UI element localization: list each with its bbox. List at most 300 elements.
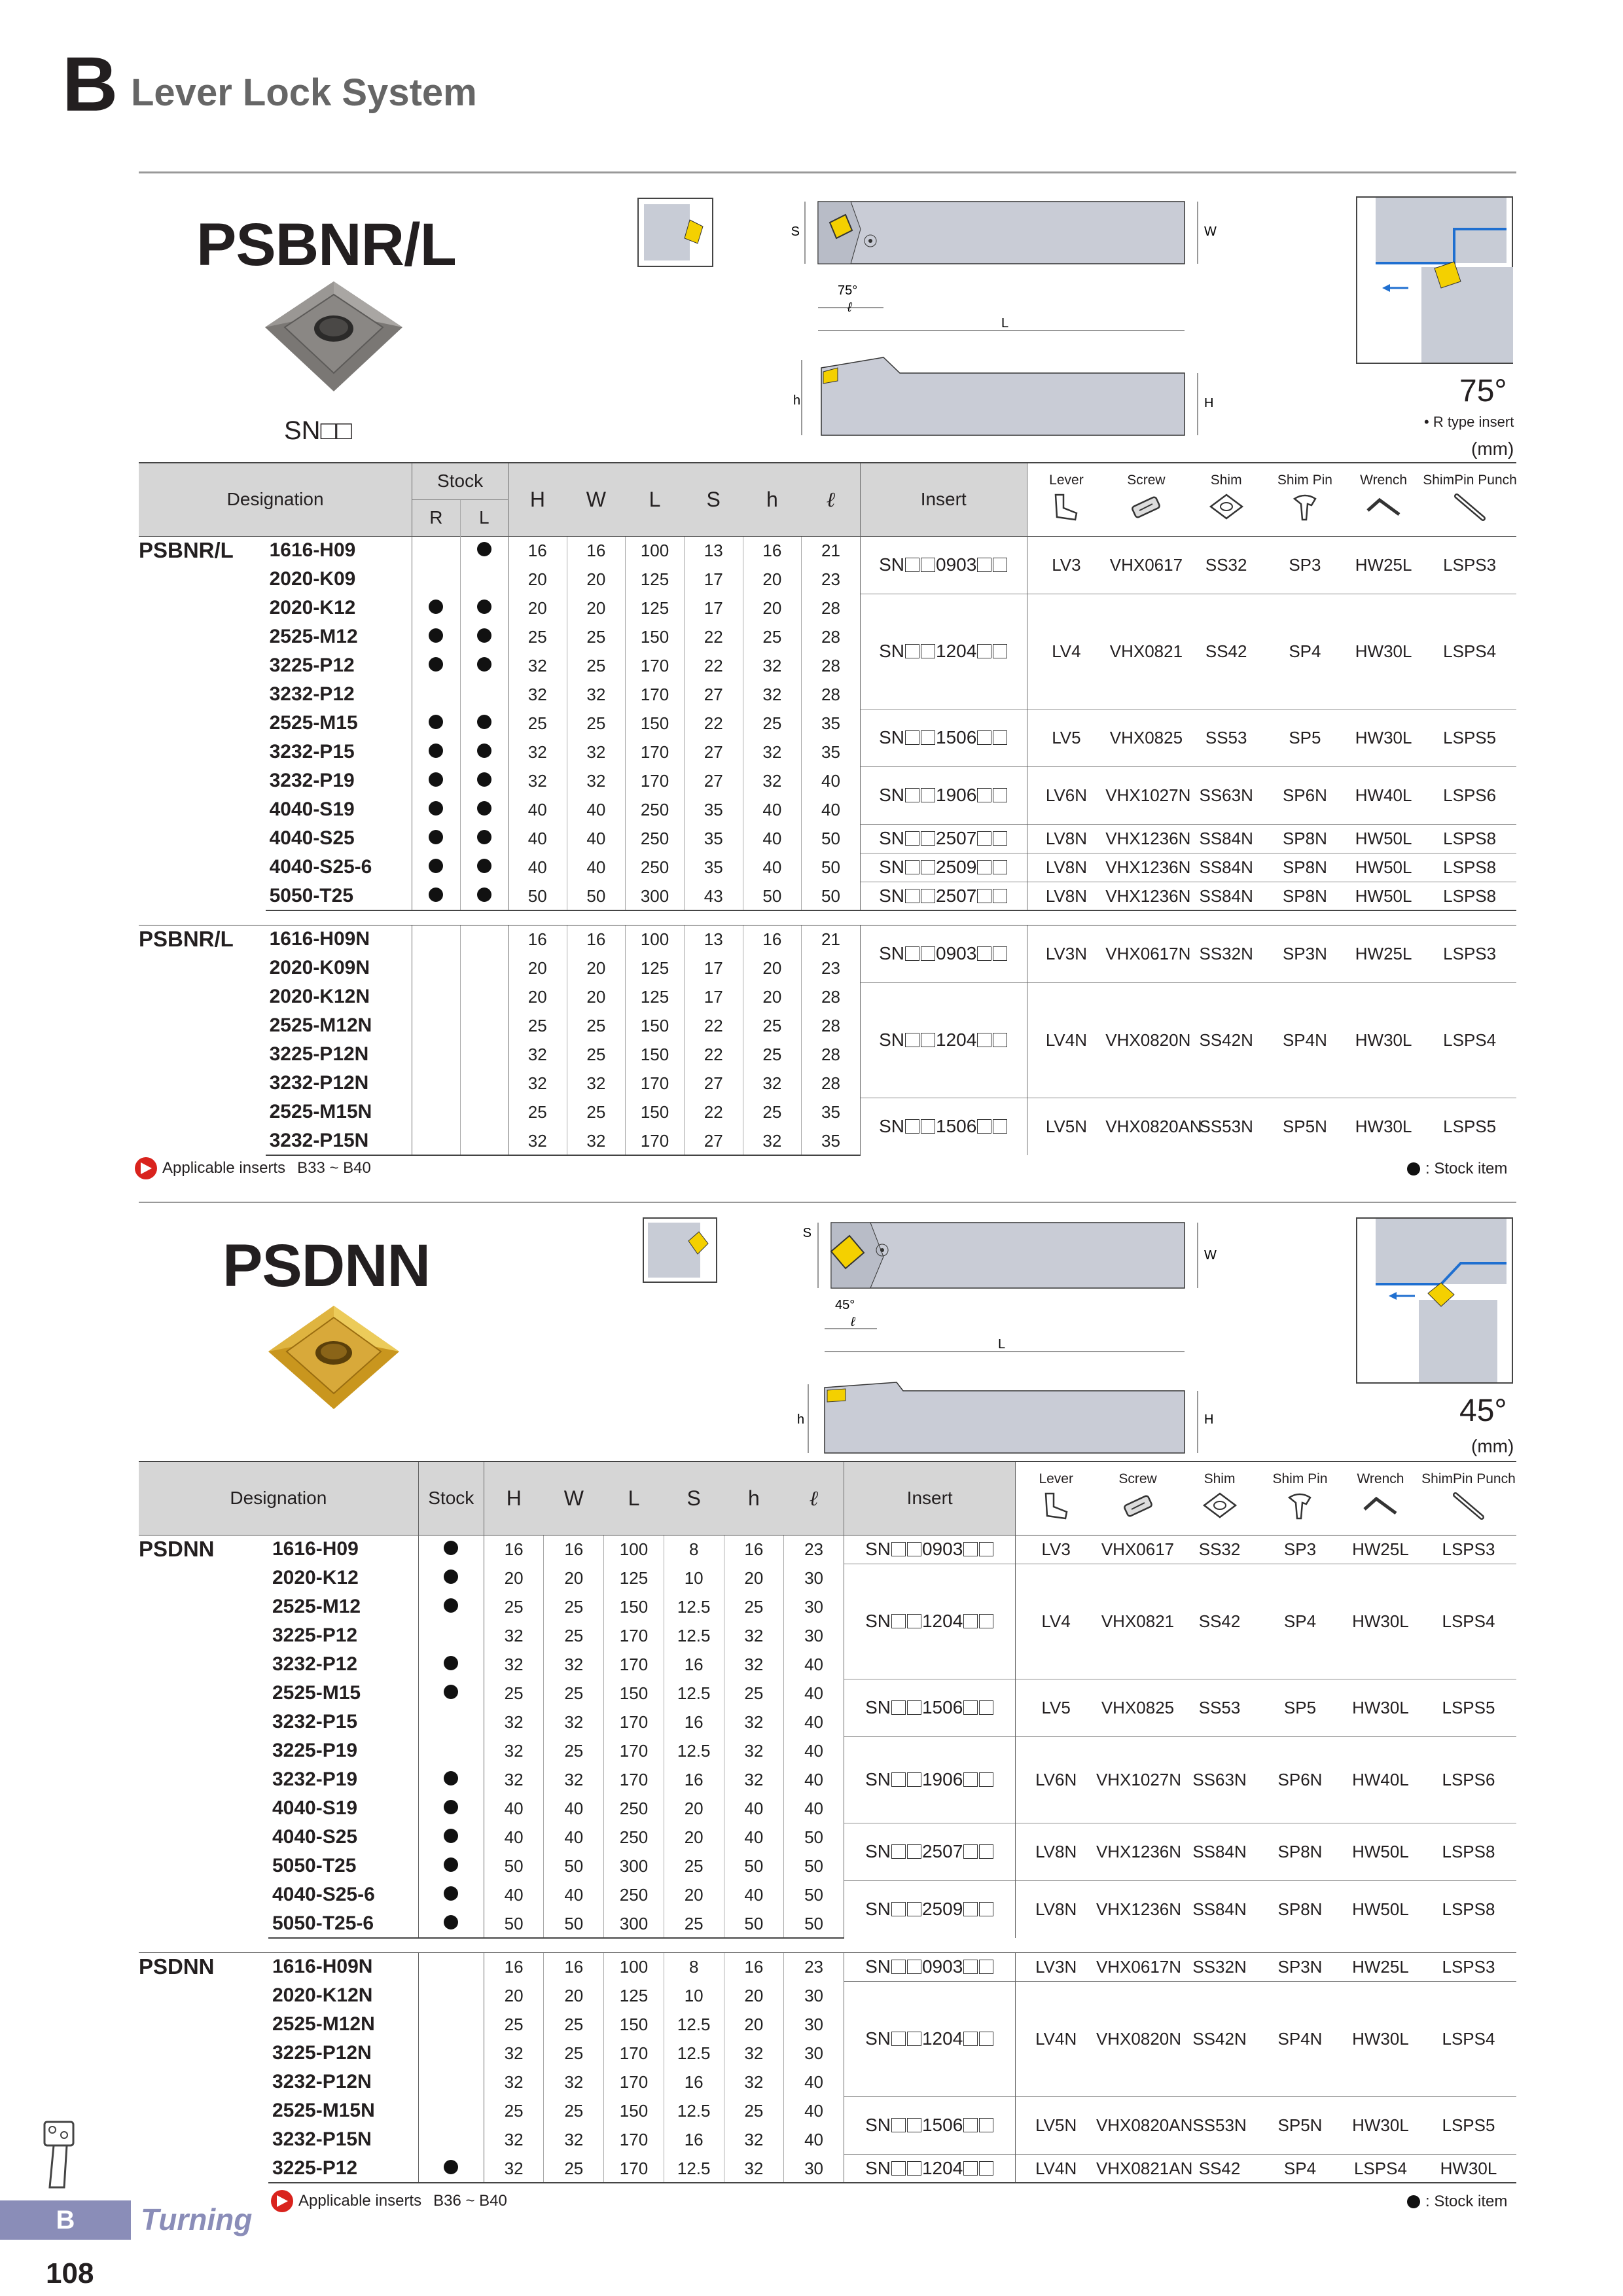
designation: 2020-K09 [269,568,356,590]
accessory-part: LSPS8 [1421,1880,1516,1938]
dim-value: 32 [484,2154,544,2183]
accessory-part: HW50L [1340,1880,1421,1938]
dim-value: 32 [743,766,802,795]
blank-box [979,1844,993,1859]
blank-box [907,2118,921,2132]
stock-l [460,954,508,982]
col-accessory: Shim Pin [1260,1462,1340,1535]
dim-value: 25 [724,1592,784,1621]
blank-box [891,1960,906,1974]
stock-dot-icon [477,801,491,816]
insert-code: SN 0903 [860,536,1027,594]
stock-r [412,1040,460,1069]
col-designation: Designation [139,1462,418,1535]
table-row [139,1535,1516,1564]
blank-box [905,860,919,874]
page-range: B36 ~ B40 [433,2192,507,2210]
stock [418,1765,484,1794]
dim-value: 25 [484,2096,544,2125]
dim-value: 22 [684,709,743,738]
dim-value: 170 [604,2125,664,2154]
section-tab[interactable]: B [0,2200,131,2240]
accessory-part: LSPS4 [1340,2154,1421,2183]
applicable-inserts-link[interactable]: Applicable inserts B36 ~ B40 [271,2190,507,2212]
accessory-part: LV5 [1027,709,1105,766]
blank-box [907,1700,921,1715]
stock-r [412,680,460,709]
stock-dot-icon [444,1656,458,1670]
accessory-part: VHX0617 [1096,1535,1179,1564]
stock-legend: : Stock item [1407,1161,1507,1177]
dim-value: 32 [484,1708,544,1736]
dim-value: 25 [743,1098,802,1126]
col-dim: L [626,463,685,536]
col-stock: Stock [418,1462,484,1535]
section-rule [139,1202,1516,1203]
blank-box [979,2161,993,2176]
dim-value: 40 [508,795,567,824]
dim-value: 20 [508,594,567,622]
designation: 4040-S25-6 [272,1884,375,1905]
dim-ell: ℓ [847,300,852,315]
dim-value: 150 [626,622,685,651]
designation: 3232-P12 [272,1653,358,1675]
dim-L: L [1001,316,1009,331]
holder-thumbnail [637,198,713,267]
dim-value: 20 [508,982,567,1011]
stock [418,1679,484,1708]
accessory-part: VHX0820AN [1096,2096,1179,2154]
dim-value: 28 [802,680,861,709]
col-dim: H [508,463,567,536]
dim-value: 27 [684,766,743,795]
designation: 3232-P12 [269,683,355,705]
dim-value: 28 [802,594,861,622]
designation: 3232-P15 [269,741,355,762]
arrow-right-icon [271,2190,293,2212]
accessory-part: SP5 [1260,1679,1340,1736]
accessory-part: VHX1236N [1105,853,1186,882]
insert-code: SN 1204 [844,2154,1016,2183]
col-accessory: ShimPin Punch [1423,463,1516,536]
accessory-part: LSPS3 [1421,1535,1516,1564]
dim-value: 22 [684,1040,743,1069]
dim-value: 40 [544,1823,604,1852]
dim-value: 20 [743,594,802,622]
blank-box [921,1119,935,1134]
accessory-part: LV8N [1016,1880,1096,1938]
accessory-part: HW40L [1340,1736,1421,1823]
accessory-part: VHX1236N [1096,1880,1179,1938]
dim-value: 25 [484,1592,544,1621]
insert-code: SN 1906 [844,1736,1016,1823]
col-dim: ℓ [784,1462,844,1535]
dim-value: 40 [743,795,802,824]
accessory-part: LSPS4 [1421,1981,1516,2096]
dim-value: 17 [684,954,743,982]
dim-value: 50 [484,1852,544,1880]
accessory-part: LSPS5 [1421,1679,1516,1736]
dim-value: 32 [743,1069,802,1098]
dim-value: 20 [664,1880,724,1909]
dim-value: 27 [684,680,743,709]
dim-value: 25 [743,1011,802,1040]
accessory-part: SP3N [1260,1952,1340,1981]
stock-dot-icon [1407,2195,1420,2208]
blank-box [921,946,935,961]
stock-l [460,853,508,882]
stock-r [412,954,460,982]
accessory-part: SS84N [1187,853,1266,882]
table-row [139,2096,1516,2125]
table-row [139,536,1516,565]
dim-value: 170 [626,766,685,795]
dim-W: W [1204,1248,1217,1263]
dim-value: 40 [802,766,861,795]
blank-box [921,788,935,802]
insert-code: SN 2507 [860,824,1027,853]
dim-value: 32 [508,1126,567,1155]
dim-value: 20 [743,982,802,1011]
dim-value: 25 [544,1679,604,1708]
dim-value: 40 [784,1736,844,1765]
stock-dot-icon [444,1771,458,1785]
dim-value: 28 [802,1040,861,1069]
blank-box [979,1960,993,1974]
dim-value: 16 [724,1535,784,1564]
dim-value: 10 [664,1981,724,2010]
stock-dot-icon [429,859,443,873]
blank-box [921,558,935,572]
dim-value: 150 [604,2096,664,2125]
dim-value: 32 [484,1650,544,1679]
stock-dot-icon [477,628,491,643]
dim-value: 40 [484,1794,544,1823]
dim-value: 20 [743,954,802,982]
dim-value: 28 [802,1069,861,1098]
dim-value: 30 [784,2039,844,2068]
accessory-part: LV8N [1016,1823,1096,1880]
dim-value: 21 [802,536,861,565]
blank-box [921,730,935,745]
section-label: Turning [141,2202,253,2236]
dim-value: 32 [544,1650,604,1679]
accessory-part: HW30L [1344,1098,1423,1155]
turning-tool-icon [41,2115,86,2194]
dim-value: 32 [484,1736,544,1765]
stock-dot-icon [444,1886,458,1901]
dim-value: 40 [484,1880,544,1909]
dim-value: 25 [508,1011,567,1040]
dim-value: 170 [604,2068,664,2096]
dim-value: 32 [544,1765,604,1794]
dim-value: 23 [802,954,861,982]
dim-value: 20 [567,565,626,594]
blank-box [963,1614,978,1628]
dim-value: 40 [784,2125,844,2154]
designation: 4040-S19 [269,798,355,820]
dim-value: 22 [684,622,743,651]
dim-value: 32 [544,2068,604,2096]
dim-value: 22 [684,651,743,680]
blank-box [921,644,935,658]
dim-value: 30 [784,1564,844,1592]
stock-dot-icon [429,715,443,729]
accessory-part: LSPS5 [1423,1098,1516,1155]
designation: 3225-P12N [269,1043,369,1065]
blank-box [907,1614,921,1628]
blank-box [977,889,991,903]
blank-box [891,1772,906,1787]
dim-value: 150 [626,1011,685,1040]
chapter-title: Lever Lock System [131,71,477,114]
insert-code: SN 1506 [860,709,1027,766]
insert-code: SN 2509 [860,853,1027,882]
dim-value: 35 [802,1098,861,1126]
dim-value: 17 [684,594,743,622]
designation: 5050-T25 [272,1855,357,1876]
blank-box [963,1700,978,1715]
dim-value: 300 [626,882,685,910]
dim-value: 16 [664,1650,724,1679]
insert-code: SN 2509 [844,1880,1016,1938]
dim-value: 25 [484,1679,544,1708]
dim-value: 100 [604,1952,664,1981]
stock-dot-icon [429,628,443,643]
insert-code: SN 1204 [844,1564,1016,1679]
dim-value: 25 [544,2039,604,2068]
col-accessory: Shim [1179,1462,1260,1535]
dim-value: 40 [784,1794,844,1823]
table-row [139,1952,1516,1981]
dim-value: 12.5 [664,2039,724,2068]
dim-value: 12.5 [664,2010,724,2039]
dim-value: 35 [802,709,861,738]
dim-value: 150 [626,709,685,738]
accessory-part: SS84N [1179,1880,1260,1938]
dim-value: 125 [626,982,685,1011]
dim-value: 23 [784,1535,844,1564]
stock-dot-icon [444,1829,458,1843]
stock-dot-icon [477,600,491,614]
col-dim: W [567,463,626,536]
stock-r [412,565,460,594]
dim-value: 27 [684,738,743,766]
col-dim: S [664,1462,724,1535]
accessory-part: LV3 [1016,1535,1096,1564]
col-insert: Insert [860,463,1027,536]
stock [418,1564,484,1592]
dim-value: 20 [508,565,567,594]
insert-code: SN 1204 [844,1981,1016,2096]
blank-box [993,946,1007,961]
dim-value: 25 [567,709,626,738]
dim-ell: ℓ [851,1315,855,1329]
accessory-part: HW40L [1344,766,1423,824]
dim-value: 125 [626,565,685,594]
stock-dot-icon [477,744,491,758]
stock [418,1621,484,1650]
accessory-part: SP8N [1260,1880,1340,1938]
blank-box [907,1960,921,1974]
holder-drawing [746,1217,1217,1460]
product-title: PSDNN [223,1232,431,1299]
dim-value: 40 [544,1880,604,1909]
dim-value: 25 [743,622,802,651]
accessory-part: SS32 [1187,536,1266,594]
unit-label: (mm) [1471,1436,1514,1456]
dim-value: 20 [664,1823,724,1852]
blank-box [905,1033,919,1047]
dim-value: 30 [784,1621,844,1650]
stock-l [460,1098,508,1126]
accessory-part: HW25L [1340,1952,1421,1981]
dim-value: 170 [604,1621,664,1650]
dim-value: 25 [724,1679,784,1708]
col-dim: S [684,463,743,536]
col-dim: H [484,1462,544,1535]
dim-value: 32 [724,1621,784,1650]
dim-value: 40 [724,1880,784,1909]
blank-box [979,1772,993,1787]
dim-value: 28 [802,982,861,1011]
dim-value: 30 [784,1981,844,2010]
dim-value: 20 [484,1981,544,2010]
accessory-part: LSPS8 [1423,853,1516,882]
table-row [139,709,1516,738]
dim-value: 50 [567,882,626,910]
stock-dot-icon [429,801,443,816]
dim-value: 23 [802,565,861,594]
dim-value: 25 [567,1040,626,1069]
dim-value: 20 [544,1564,604,1592]
stock-r [412,882,460,910]
table-row [139,766,1516,795]
dim-value: 300 [604,1852,664,1880]
dim-value: 40 [567,824,626,853]
accessory-part: SS53N [1187,1098,1266,1155]
accessory-part: LSPS6 [1421,1736,1516,1823]
dim-value: 16 [567,925,626,954]
blank-box [977,730,991,745]
page-range: B33 ~ B40 [297,1159,371,1177]
stock-l [460,1069,508,1098]
accessory-part: HW30L [1421,2154,1516,2183]
accessory-part: LV3 [1027,536,1105,594]
insert-code: SN 0903 [844,1952,1016,1981]
col-dim: L [604,1462,664,1535]
insert-code: SN 2507 [844,1823,1016,1880]
dim-value: 32 [743,680,802,709]
dim-value: 32 [567,766,626,795]
table-row [139,1880,1516,1909]
dim-value: 170 [604,2154,664,2183]
blank-box [977,788,991,802]
approach-angle: 75° [1459,374,1507,408]
blank-box [977,831,991,846]
dim-value: 40 [743,853,802,882]
dim-value: 35 [684,824,743,853]
dim-value: 40 [724,1794,784,1823]
accessory-part: LV4 [1027,594,1105,709]
insert-code: SN 0903 [844,1535,1016,1564]
designation: 3232-P12N [269,1072,369,1094]
wrench-icon [1361,1490,1400,1521]
accessory-part: SS32N [1187,925,1266,982]
col-dim: W [544,1462,604,1535]
accessory-part: LSPS8 [1423,882,1516,910]
accessory-part: HW30L [1340,1981,1421,2096]
dim-value: 25 [544,2010,604,2039]
table-row [139,1736,1516,1765]
stock-dot-icon [429,888,443,902]
accessory-part: SS42 [1187,594,1266,709]
stock-r [412,925,460,954]
blank-box [907,1772,921,1787]
dim-value: 32 [743,738,802,766]
designation: 2525-M15N [269,1101,372,1122]
dim-value: 32 [544,2125,604,2154]
designation: 3232-P15N [266,1126,412,1155]
table-row [139,1098,1516,1126]
dim-value: 125 [604,1981,664,2010]
stock-dot-icon [429,830,443,844]
stock-r [412,766,460,795]
stock [418,2010,484,2039]
dim-value: 43 [684,882,743,910]
stock-l [460,594,508,622]
dim-value: 28 [802,622,861,651]
accessory-part: SP6N [1260,1736,1340,1823]
dim-value: 32 [724,2068,784,2096]
designation: 3232-P12N [272,2071,372,2092]
table-row [139,1981,1516,2010]
accessory-part: VHX1027N [1105,766,1186,824]
blank-box [963,1902,978,1916]
dim-value: 40 [544,1794,604,1823]
accessory-part: LSPS3 [1423,925,1516,982]
stock [418,2039,484,2068]
accessory-part: SP8N [1260,1823,1340,1880]
accessory-part: SS63N [1187,766,1266,824]
dim-value: 170 [604,1708,664,1736]
applicable-inserts-link[interactable]: Applicable inserts B33 ~ B40 [135,1157,371,1179]
dim-value: 32 [484,2039,544,2068]
dim-value: 16 [724,1952,784,1981]
stock [418,1736,484,1765]
dim-value: 25 [508,622,567,651]
dim-value: 13 [684,536,743,565]
dim-value: 250 [604,1823,664,1852]
accessory-part: LV8N [1027,853,1105,882]
designation: 5050-T25-6 [268,1909,418,1938]
dim-value: 25 [743,1040,802,1069]
blank-box [977,644,991,658]
accessory-part: SP8N [1266,824,1344,853]
accessory-part: HW25L [1344,536,1423,594]
accessory-part: LSPS8 [1423,824,1516,853]
accessory-part: LSPS4 [1423,982,1516,1098]
blank-box [905,788,919,802]
dim-value: 170 [626,1126,685,1155]
dim-value: 32 [743,651,802,680]
col-accessory: Shim [1187,463,1266,536]
stock-l [460,1126,508,1155]
stock [418,2096,484,2125]
designation: 3225-P12 [272,1624,358,1646]
lever-icon [1037,1490,1076,1521]
col-accessory: Lever [1027,463,1105,536]
